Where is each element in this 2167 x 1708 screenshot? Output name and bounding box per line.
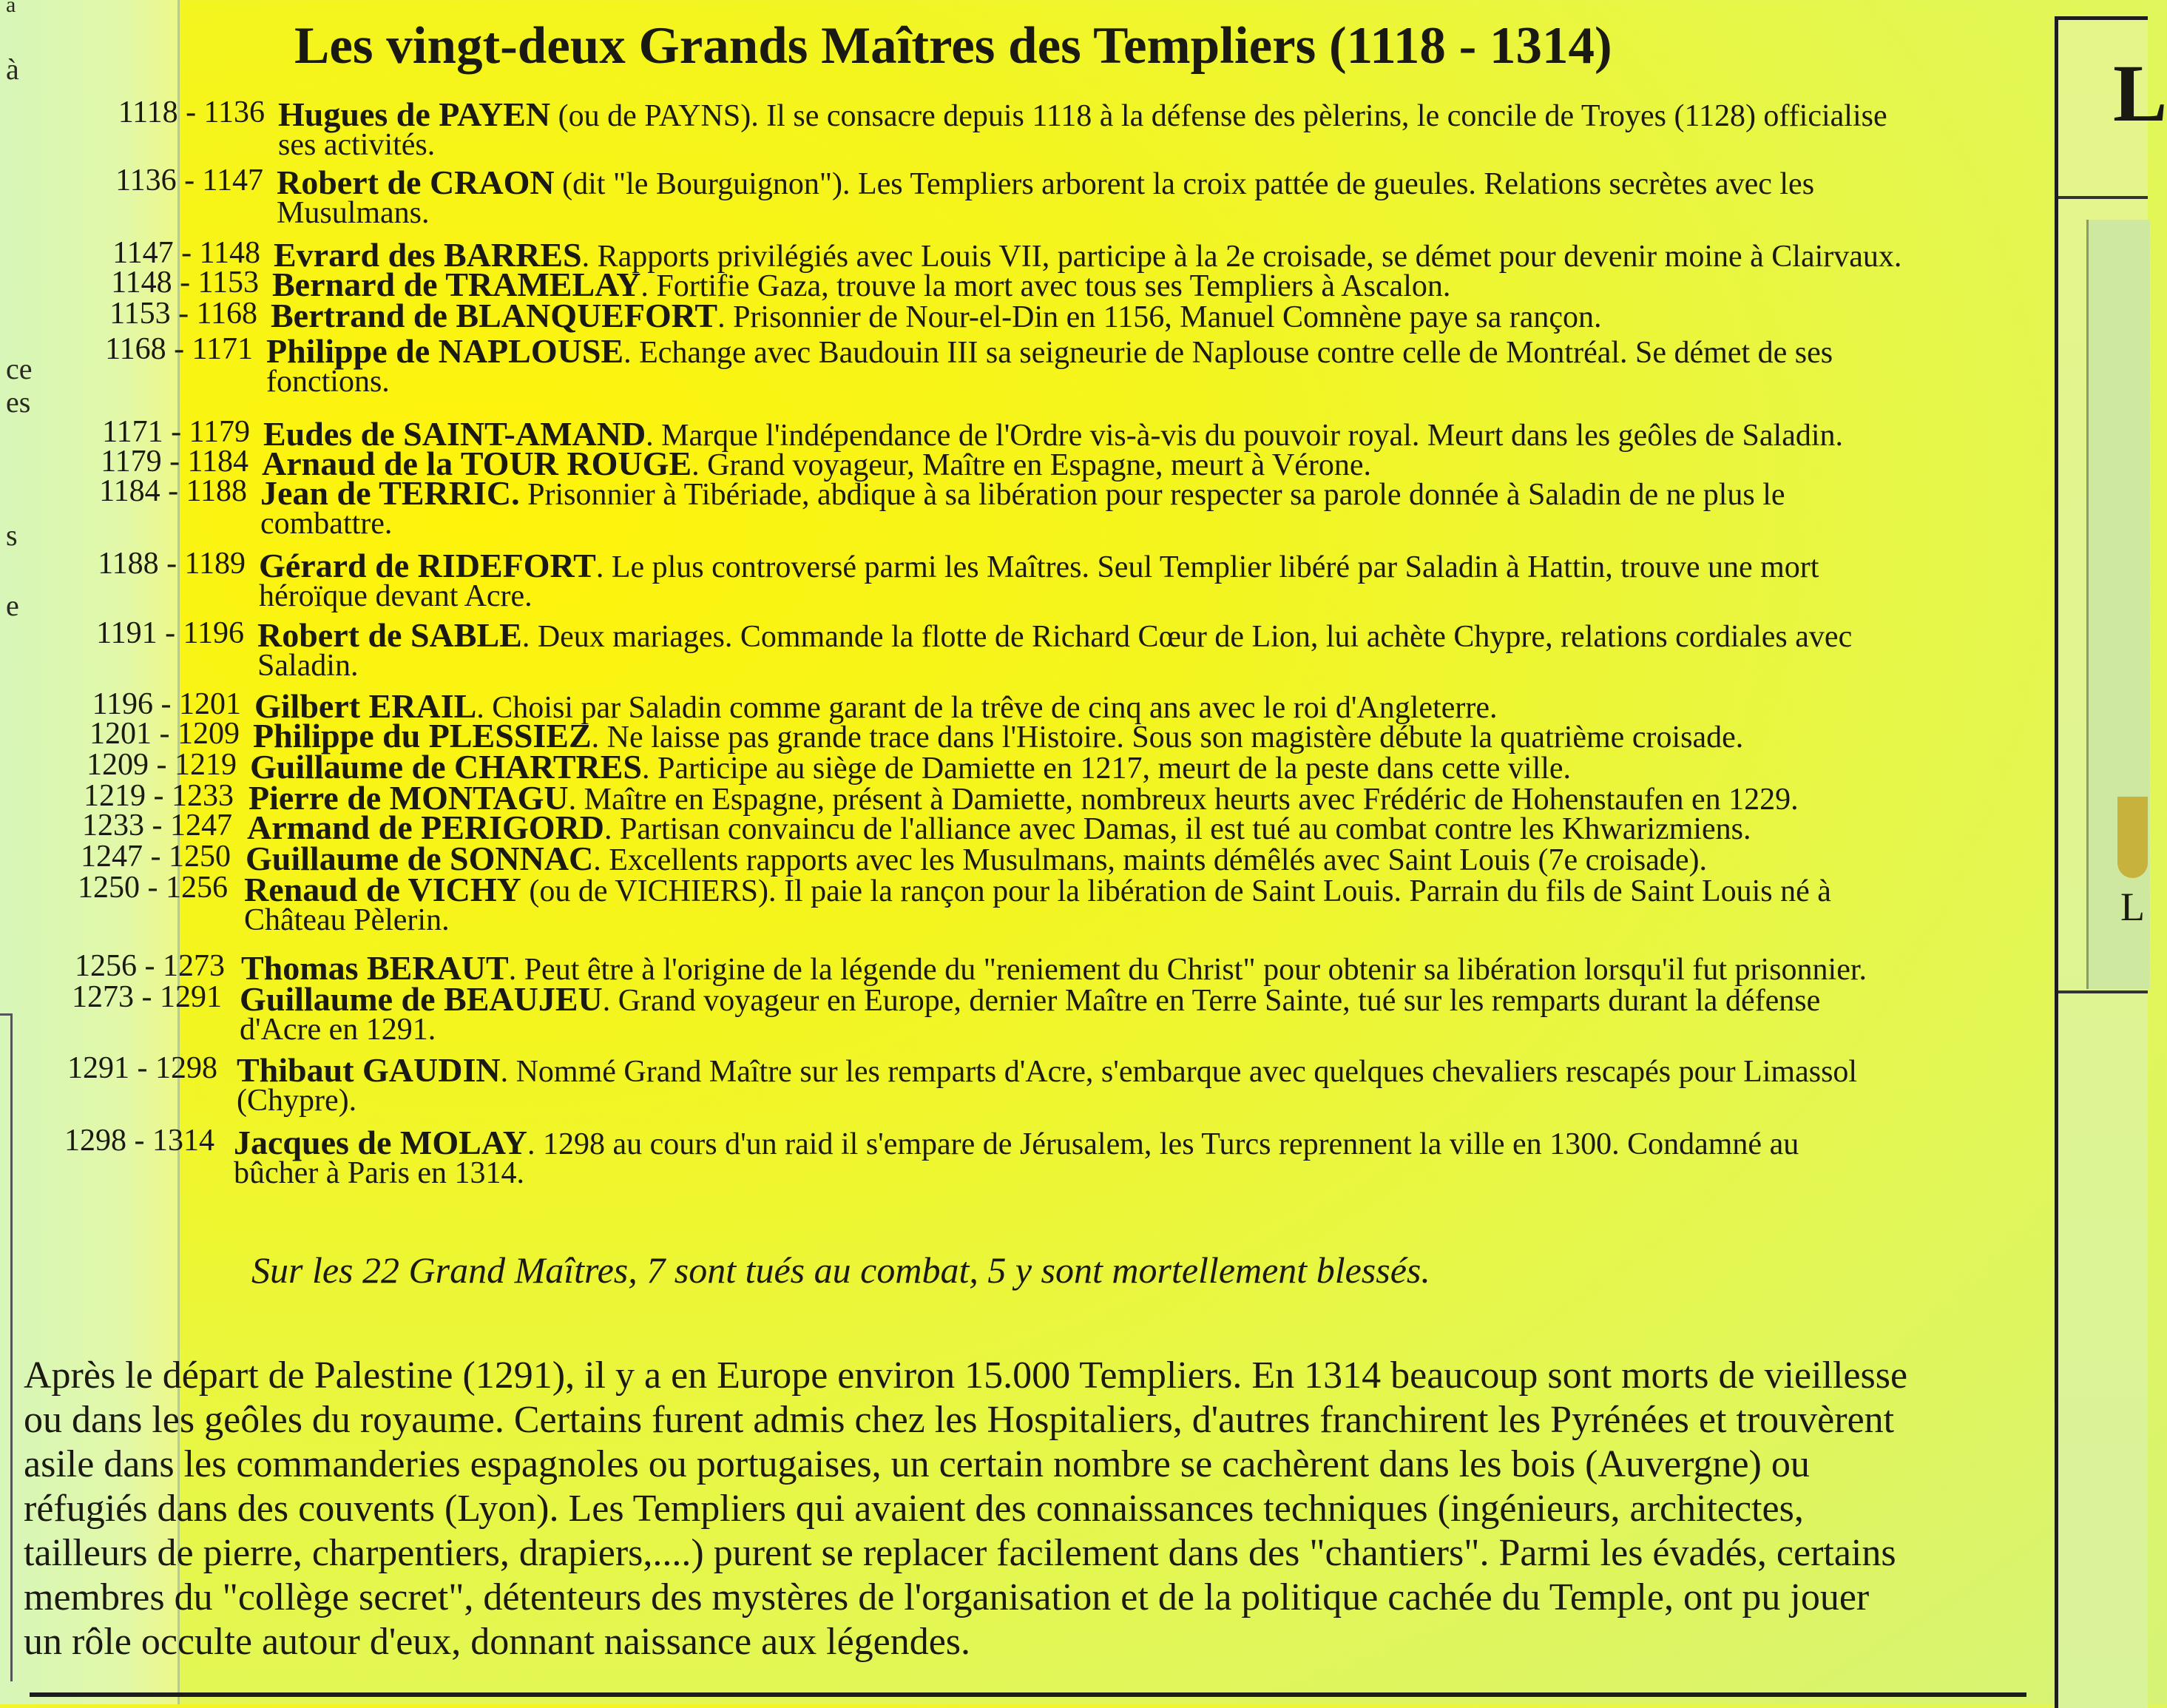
master-dates: 1219 - 1233	[84, 779, 234, 813]
master-dates: 1247 - 1250	[81, 840, 231, 874]
master-description	[278, 95, 1887, 134]
master-dates: 1171 - 1179	[102, 415, 250, 449]
master-dates: 1153 - 1168	[109, 297, 257, 331]
master-name: Guillaume de BEAUJEU	[240, 980, 603, 1018]
master-name: Bertrand de BLANQUEFORT	[271, 297, 718, 334]
master-name: Robert de SABLE	[257, 616, 522, 654]
master-text: . Choisi par Saladin comme garant de la trêve de cinq ans avec le roi d'Angleterre.	[476, 691, 1498, 725]
master-dates: 1191 - 1196	[96, 616, 244, 650]
master-text: . Prisonnier de Nour-el-Din en 1156, Manuel Comnène paye sa rançon.	[717, 300, 1602, 334]
master-name: Robert de CRAON	[277, 163, 555, 201]
master-name: Thibaut GAUDIN	[237, 1051, 501, 1089]
bottom-rule	[30, 1692, 2026, 1697]
master-text: . Ne laisse pas grande trace dans l'Histoire. Sous son magistère débute la quatrième croisade.	[591, 720, 1744, 755]
master-text-continued: Château Pèlerin.	[244, 903, 450, 937]
master-dates: 1179 - 1184	[101, 445, 249, 479]
master-dates: 1188 - 1189	[98, 547, 246, 581]
master-name: Jean de TERRIC.	[260, 474, 520, 512]
master-dates: 1184 - 1188	[99, 474, 247, 508]
master-dates: 1136 - 1147	[115, 163, 263, 198]
master-description	[244, 870, 1831, 909]
master-text: Prisonnier à Tibériade, abdique à sa libération pour respecter sa parole donnée à Saladin de ne plus le	[519, 478, 1785, 512]
master-text: . Fortifie Gaza, trouve la mort avec tous ses Templiers à Ascalon.	[640, 269, 1451, 303]
master-text-continued: bûcher à Paris en 1314.	[234, 1156, 525, 1190]
closing-paragraph	[24, 1354, 2080, 1664]
master-name: Armand de PERIGORD	[247, 809, 605, 846]
master-dates: 1273 - 1291	[72, 980, 222, 1014]
divider	[2058, 990, 2148, 993]
master-name: Guillaume de CHARTRES	[250, 748, 643, 786]
master-text: . Nommé Grand Maître sur les remparts d'Acre, s'embarque avec quelques chevaliers rescapés pour Limassol	[500, 1055, 1858, 1089]
master-description	[240, 979, 1820, 1019]
master-description	[277, 163, 1814, 202]
master-dates: 1147 - 1148	[112, 236, 260, 270]
master-text: . Maître en Espagne, présent à Damiette, nombreux heurts avec Frédéric de Hohenstaufen en 1229.	[568, 783, 1799, 817]
paragraph-line: réfugiés dans des couvents (Lyon). Les Templiers qui avaient des connaissances techniques (ingénieurs, architectes,	[24, 1488, 1804, 1530]
master-dates: 1291 - 1298	[67, 1051, 217, 1085]
paragraph-line: un rôle occulte autour d'eux, donnant naissance aux légendes.	[24, 1621, 971, 1663]
master-description	[260, 473, 1785, 513]
master-name: Eudes de SAINT-AMAND	[263, 415, 646, 453]
master-dates: 1256 - 1273	[75, 949, 225, 983]
master-text: (ou de PAYNS). Il se consacre depuis 1118 à la défense des pèlerins, le concile de Troyes (1128) officialise	[550, 99, 1887, 133]
master-text: (ou de VICHIERS). Il paie la rançon pour la libération de Saint Louis. Parrain du fils de Saint Louis né à	[521, 874, 1831, 908]
master-text: . Peut être à l'origine de la légende du "reniement du Christ" pour obtenir sa libération lorsqu'il fut prisonnier.	[508, 953, 1867, 987]
summary-note: Sur les 22 Grand Maîtres, 7 sont tués au combat, 5 y sont mortellement blessés.	[251, 1249, 1430, 1291]
left-fragment: ce	[6, 352, 33, 385]
left-fragment: es	[6, 385, 31, 419]
master-name: Evrard des BARRES	[274, 236, 582, 274]
left-fragment: a	[6, 0, 16, 17]
master-name: Jacques de MOLAY	[234, 1124, 527, 1161]
master-text: (dit "le Bourguignon"). Les Templiers arborent la croix pattée de gueules. Relations secrètes avec les	[554, 167, 1815, 201]
master-name: Renaud de VICHY	[244, 871, 521, 908]
master-text-continued: Musulmans.	[277, 196, 430, 230]
master-dates: 1118 - 1136	[118, 95, 265, 129]
master-text-continued: héroïque devant Acre.	[259, 579, 533, 613]
right-fragment: L	[2120, 885, 2145, 929]
master-description	[237, 1050, 1857, 1090]
master-text: . Marque l'indépendance de l'Ordre vis-à-vis du pouvoir royal. Meurt dans les geôles de Saladin.	[646, 419, 1844, 453]
paragraph-line: membres du "collège secret", détenteurs des mystères de l'organisation et de la politique cachée du Temple, ont pu jouer	[24, 1576, 1870, 1618]
master-text: . Grand voyageur en Europe, dernier Maître en Terre Sainte, tué sur les remparts durant la défense	[602, 984, 1821, 1018]
shield-icon	[2117, 797, 2148, 878]
master-dates: 1196 - 1201	[92, 687, 241, 721]
master-text: . Deux mariages. Commande la flotte de Richard Cœur de Lion, lui achète Chypre, relations cordiales avec	[521, 620, 1853, 654]
master-dates: 1168 - 1171	[105, 332, 253, 366]
master-dates: 1209 - 1219	[87, 748, 237, 782]
master-description	[271, 296, 1602, 335]
master-name: Bernard de TRAMELAY	[272, 266, 641, 303]
master-text: . 1298 au cours d'un raid il s'empare de Jérusalem, les Turcs reprennent la ville en 1300. Condamné au	[527, 1127, 1799, 1161]
master-name: Thomas BERAUT	[241, 949, 509, 987]
master-dates: 1250 - 1256	[78, 871, 228, 905]
master-text: . Rapports privilégiés avec Louis VII, participe à la 2e croisade, se démet pour devenir moine à Clairvaux.	[581, 240, 1902, 274]
left-fragment: s	[6, 519, 18, 552]
left-fragment: à	[6, 53, 19, 86]
paragraph-line: ou dans les geôles du royaume. Certains furent admis chez les Hospitaliers, d'autres franchirent les Pyrénées et trouvèrent	[24, 1399, 1895, 1441]
divider	[2058, 196, 2148, 199]
paragraph-line: tailleurs de pierre, charpentiers, drapiers,....) purent se replacer facilement dans des "chantiers". Parmi les évadés, certains	[24, 1532, 1896, 1574]
master-dates: 1148 - 1153	[111, 266, 259, 300]
master-text-continued: ses activités.	[278, 128, 436, 162]
master-name: Pierre de MONTAGU	[249, 779, 569, 817]
master-text: . Excellents rapports avec les Musulmans, maints démêlés avec Saint Louis (7e croisade).	[593, 843, 1707, 877]
master-text-continued: d'Acre en 1291.	[240, 1013, 436, 1047]
master-dates: 1298 - 1314	[64, 1124, 214, 1158]
master-dates: 1201 - 1209	[89, 717, 240, 751]
page-title: Les vingt-deux Grands Maîtres des Templiers (1118 - 1314)	[294, 17, 1612, 75]
master-text: . Grand voyageur, Maître en Espagne, meurt à Vérone.	[692, 448, 1371, 482]
master-text: . Partisan convaincu de l'alliance avec Damas, il est tué au combat contre les Khwarizmiens.	[604, 812, 1751, 846]
master-text: . Echange avec Baudouin III sa seigneurie de Naplouse contre celle de Montréal. Se démet de ses	[623, 336, 1833, 370]
master-description	[257, 615, 1852, 655]
left-panel-frame	[0, 1013, 13, 1681]
master-text-continued: fonctions.	[266, 365, 390, 399]
paragraph-line: asile dans les commanderies espagnoles ou portugaises, un certain nombre se cachèrent dans les bois (Auvergne) ou	[24, 1443, 1810, 1485]
master-name: Gilbert ERAIL	[254, 687, 477, 725]
paragraph-line: Après le départ de Palestine (1291), il y a en Europe environ 15.000 Templiers. En 1314 beaucoup sont morts de vieillesse	[24, 1354, 1908, 1397]
master-text: . Participe au siège de Damiette en 1217, meurt de la peste dans cette ville.	[642, 752, 1572, 786]
master-text: . Le plus controversé parmi les Maîtres. Seul Templier libéré par Saladin à Hattin, trouve une mort	[595, 550, 1819, 584]
right-fragment: L	[2113, 48, 2167, 138]
master-name: Philippe de NAPLOUSE	[266, 332, 624, 370]
master-text-continued: Saladin.	[257, 649, 359, 683]
master-name: Arnaud de la TOUR ROUGE	[262, 445, 692, 482]
master-text-continued: (Chypre).	[237, 1084, 357, 1118]
master-name: Hugues de PAYEN	[278, 95, 551, 133]
master-text-continued: combattre.	[260, 507, 393, 541]
master-dates: 1233 - 1247	[82, 809, 232, 843]
left-fragment: e	[6, 589, 19, 622]
master-name: Gérard de RIDEFORT	[259, 547, 596, 584]
master-name: Guillaume de SONNAC	[246, 840, 594, 877]
master-name: Philippe du PLESSIEZ	[253, 717, 592, 755]
master-description	[266, 331, 1833, 371]
